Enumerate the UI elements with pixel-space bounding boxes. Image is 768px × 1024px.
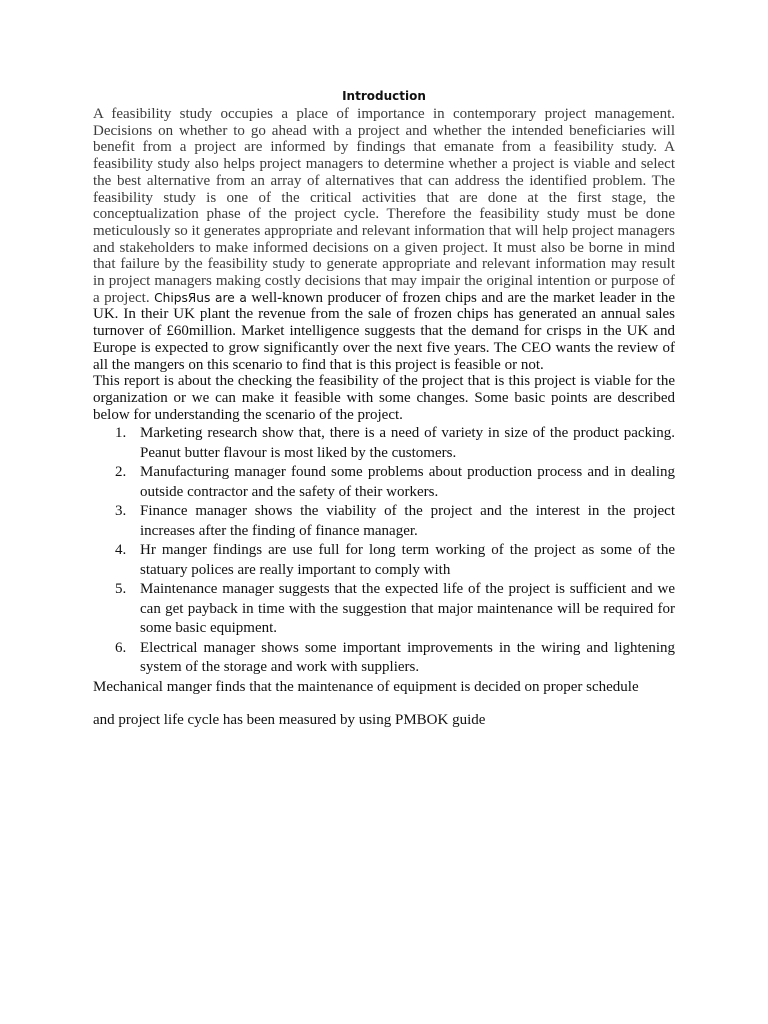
list-item-number: 4.	[115, 542, 127, 559]
closing-line-pmbok: and project life cycle has been measured by using PMBOK guide	[93, 712, 486, 729]
list-item-text: Maintenance manager suggests that the expected life of the project is sufficient and we can get payback in time with the suggestion that major maintenance will be required for some basic equipment.	[140, 581, 675, 637]
list-item	[93, 502, 675, 541]
company-name: ChipsЯus are a	[154, 290, 247, 305]
list-item-number: 2.	[115, 464, 127, 481]
list-item-number: 5.	[115, 581, 127, 598]
list-item	[93, 639, 675, 678]
list-item-text: Marketing research show that, there is a need of variety in size of the product packing. Peanut butter flavour is most liked by the customers.	[140, 425, 675, 461]
document-page	[93, 86, 675, 731]
list-item-number: 1.	[115, 425, 127, 442]
closing-line-mechanical: Mechanical manger finds that the maintenance of equipment is decided on proper schedule	[93, 678, 639, 695]
list-item	[93, 463, 675, 502]
list-item-number: 6.	[115, 639, 127, 656]
list-item-number: 3.	[115, 503, 127, 520]
list-item-text: Hr manger findings are use full for long term working of the project as some of the statuary polices are really important to comply with	[140, 542, 675, 578]
list-item-text: Manufacturing manager found some problems about production process and in dealing outside contractor and the safety of their workers.	[140, 464, 675, 500]
document-title: Introduction	[342, 89, 426, 103]
intro-company-text: well-known producer of frozen chips and are the market leader in the UK. In their UK plant the revenue from the sale of frozen chips has generated an annual sales turnover of £60million. Market intelligence suggests that the demand for crisps in the UK and Europe is expected to grow significantly over the next five years. The CEO wants the review of all the mangers on this scenario to find that is this project is feasible or not.	[93, 289, 675, 373]
list-item-text: Finance manager shows the viability of the project and the interest in the project increases after the finding of finance manager.	[140, 503, 675, 539]
intro-paragraph	[93, 106, 675, 373]
list-item-text: Electrical manager shows some important improvements in the wiring and lightening system of the storage and work with suppliers.	[140, 639, 675, 676]
findings-list	[93, 424, 675, 678]
intro-feasibility-text: A feasibility study occupies a place of importance in contemporary project management. Decisions on whether to go ahead with a project and whether the intended beneficiaries will benefit from a project are informed by findings that emanate from a feasibility study. A feasibility study also helps project managers to determine whether a project is viable and select the best alternative from an array of alternatives that can address the identified problem. The feasibility study is one of the critical activities that are done at the first stage, the conceptualization phase of the project cycle. Therefore the feasibility study must be done meticulously so it generates appropriate and relevant information that will help project managers and stakeholders to make informed decisions on a given project. It must also be borne in mind that failure by the feasibility study to generate appropriate and relevant information may result in project managers making costly decisions that may impair the original intention or purpose of a project.	[93, 106, 675, 306]
list-item	[93, 541, 675, 580]
list-item	[93, 580, 675, 639]
report-paragraph: This report is about the checking the feasibility of the project that is this project is viable for the organization or we can make it feasible with some changes. Some basic points are described below for understanding the scenario of the project.	[93, 373, 675, 423]
list-item	[93, 424, 675, 463]
